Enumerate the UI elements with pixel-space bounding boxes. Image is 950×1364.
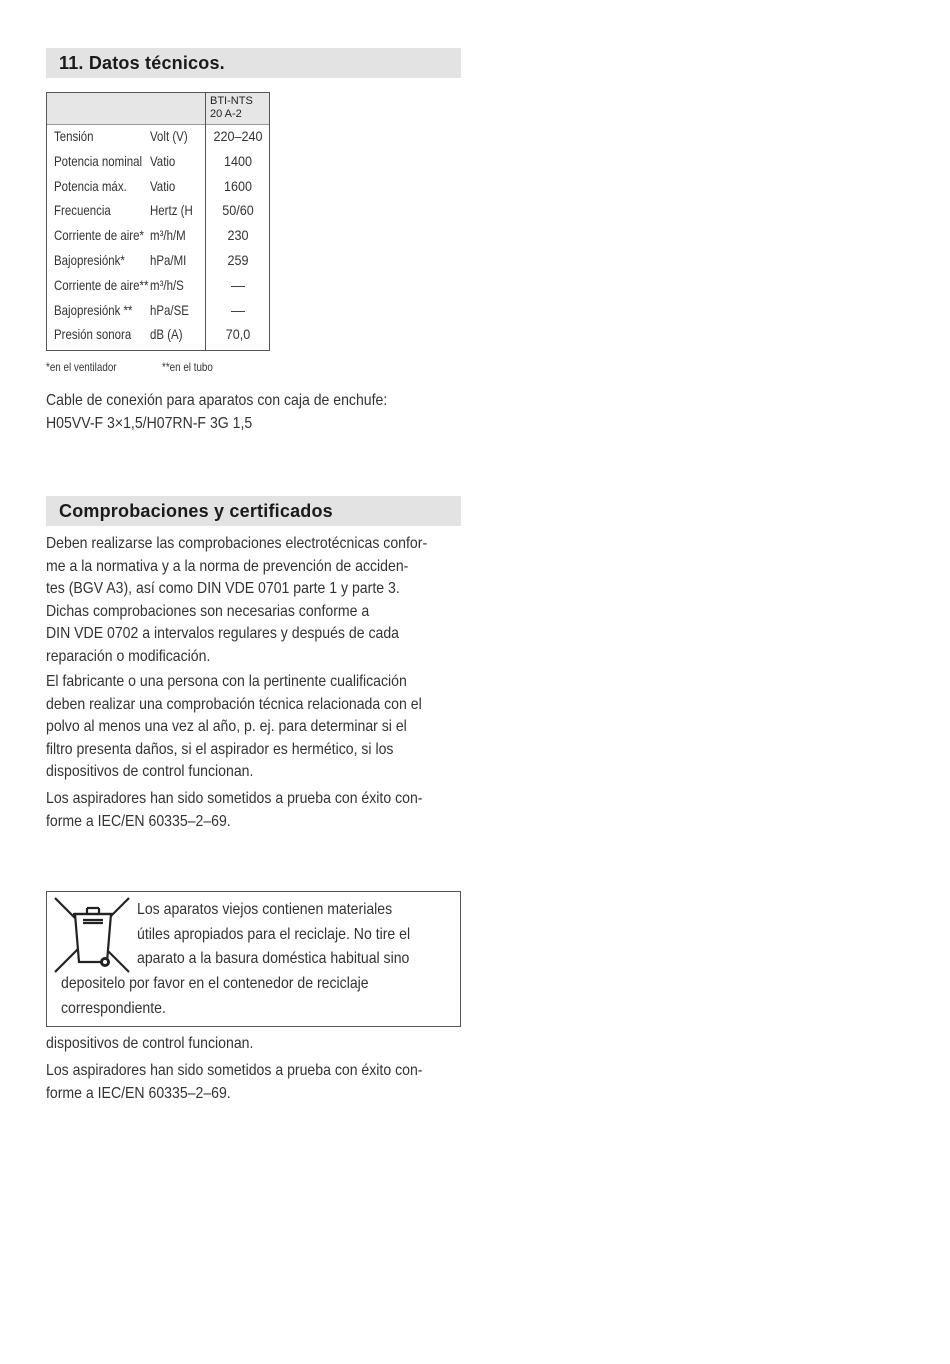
cable-info	[46, 390, 461, 435]
row-name: Presión sonora	[54, 326, 132, 343]
footnote-tube: **en el tubo	[162, 360, 213, 374]
row-value: 1400	[223, 152, 253, 169]
text-line: El fabricante o una persona con la pertinente cualificación	[46, 673, 407, 690]
paragraph-standard	[46, 788, 461, 833]
section-heading-certificates: Comprobaciones y certificados	[46, 496, 461, 526]
text-line: dispositivos de control funcionan.	[46, 763, 254, 780]
cable-line-1: Cable de conexión para aparatos con caja de enchufe:	[46, 392, 388, 409]
table-row	[47, 249, 269, 273]
row-name: Frecuencia	[54, 202, 111, 219]
text-line: forme a IEC/EN 60335–2–69.	[46, 1084, 231, 1102]
row-name: Tensión	[54, 128, 94, 144]
table-row	[47, 323, 269, 347]
model-line-2: 20 A-2	[210, 108, 242, 120]
text-line: reparación o modificación.	[46, 647, 211, 665]
table-row	[47, 299, 269, 323]
row-name: Corriente de aire**	[54, 276, 149, 293]
text-line: depositelo por favor en el contenedor de reciclaje	[61, 975, 369, 992]
section-heading-technical-data: 11. Datos técnicos.	[46, 48, 461, 78]
row-value: 259	[227, 252, 249, 268]
table-row	[47, 175, 269, 199]
row-value: 220–240	[213, 128, 263, 144]
row-value: 70,0	[225, 326, 251, 343]
row-unit: Vatio	[150, 152, 176, 169]
text-line: Los aspiradores han sido sometidos a prueba con éxito con-	[46, 1062, 423, 1079]
text-line: Deben realizarse las comprobaciones electrotécnicas confor-	[46, 535, 428, 552]
footnote-fan: *en el ventilador	[46, 360, 117, 374]
text-line: polvo al menos una vez al año, p. ej. para determinar si el	[46, 718, 407, 735]
table-row	[47, 199, 269, 223]
paragraph-control-devices	[46, 1033, 461, 1056]
crossed-out-wheelie-bin-icon	[53, 896, 133, 974]
text-line: aparato a la basura doméstica habitual sino	[137, 950, 410, 967]
row-name: Potencia máx.	[54, 177, 127, 194]
row-unit: hPa/MI	[150, 252, 187, 268]
table-row	[47, 274, 269, 298]
text-line: dispositivos de control funcionan.	[46, 1035, 254, 1052]
text-line: Dichas comprobaciones son necesarias conforme a	[46, 602, 370, 620]
row-value: 50/60	[222, 202, 254, 219]
recycling-text-top	[137, 898, 447, 972]
model-label	[210, 95, 253, 121]
model-line-1: BTI-NTS	[210, 95, 253, 107]
row-name: Bajopresiónk **	[54, 301, 133, 318]
paragraph-manufacturer	[46, 671, 461, 784]
row-value: 230	[227, 227, 249, 244]
table-row	[47, 125, 269, 149]
text-line: tes (BGV A3), así como DIN VDE 0701 parte 1 y parte 3.	[46, 580, 400, 597]
text-line: útiles apropiados para el reciclaje. No tire el	[137, 925, 411, 943]
row-unit: hPa/SE	[150, 301, 189, 318]
row-name: Potencia nominal	[54, 152, 143, 169]
row-unit: m³/h/M	[150, 227, 186, 244]
text-line: me a la normativa y a la norma de prevención de acciden-	[46, 557, 409, 575]
recycling-notice	[46, 891, 461, 1027]
row-value: ––	[230, 301, 246, 318]
paragraph-tests	[46, 533, 461, 668]
text-line: Los aspiradores han sido sometidos a prueba con éxito con-	[46, 790, 423, 807]
row-value: ––	[230, 276, 246, 293]
paragraph-standard-repeat	[46, 1060, 461, 1105]
text-line: DIN VDE 0702 a intervalos regulares y después de cada	[46, 625, 399, 642]
row-unit: Volt (V)	[150, 128, 188, 144]
technical-data-table	[46, 92, 270, 351]
text-line: correspondiente.	[61, 999, 166, 1017]
table-row	[47, 224, 269, 248]
row-unit: dB (A)	[150, 326, 183, 343]
row-unit: m³/h/S	[150, 276, 184, 293]
text-line: filtro presenta daños, si el aspirador es hermético, si los	[46, 740, 394, 758]
text-line: deben realizar una comprobación técnica relacionada con el	[46, 695, 422, 713]
cable-line-2: H05VV-F 3×1,5/H07RN-F 3G 1,5	[46, 414, 253, 432]
recycling-text-bottom	[61, 972, 411, 1021]
row-value: 1600	[223, 177, 253, 194]
text-line: Los aparatos viejos contienen materiales	[137, 901, 393, 918]
row-unit: Hertz (H	[150, 202, 193, 219]
row-name: Bajopresiónk*	[54, 252, 125, 268]
table-row	[47, 150, 269, 174]
row-name: Corriente de aire*	[54, 227, 144, 244]
row-unit: Vatio	[150, 177, 176, 194]
text-line: forme a IEC/EN 60335–2–69.	[46, 812, 231, 830]
